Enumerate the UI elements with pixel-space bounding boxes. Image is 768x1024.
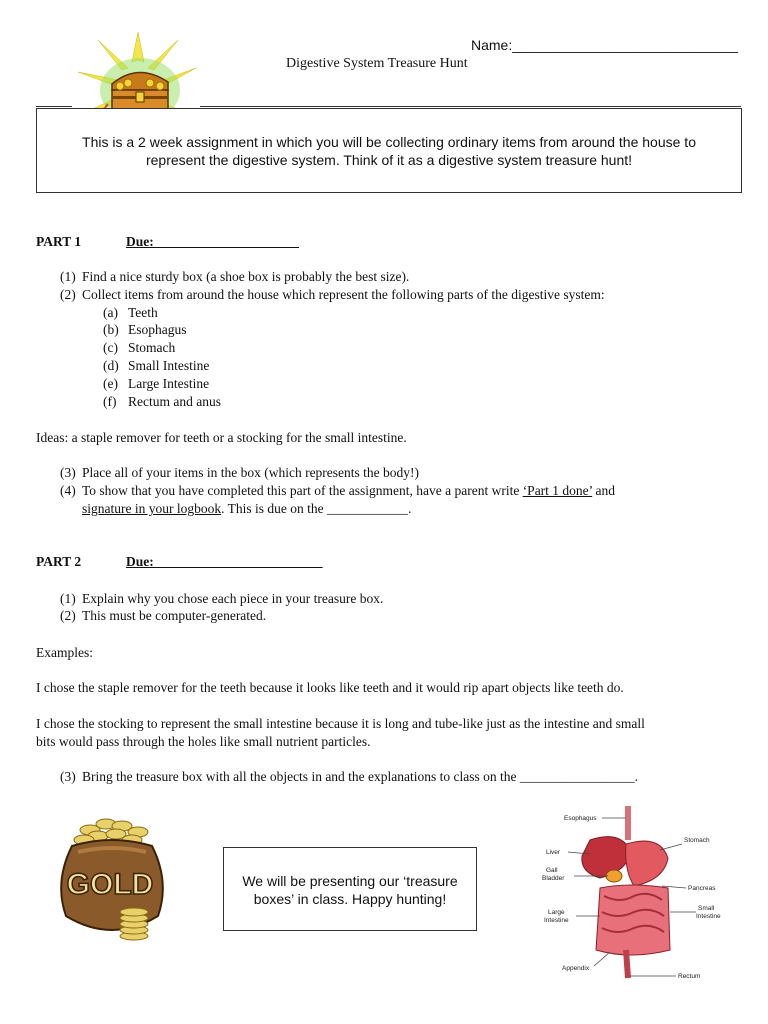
examples-label: Examples: — [36, 645, 93, 660]
pot-of-gold-image — [50, 812, 174, 946]
label-large-1: Large — [548, 909, 565, 916]
part1-due: Due: _____________________ — [126, 234, 299, 249]
header-rule-right — [200, 106, 741, 107]
part2-item-2: (2) This must be computer-generated. — [60, 608, 267, 623]
example-2-line-2: bits would pass through the holes like small nutrient particles. — [36, 734, 371, 749]
part-c: (c) Stomach — [103, 340, 176, 355]
label-small-2: Intestine — [696, 913, 721, 920]
closing-line-2: boxes’ in class. Happy hunting! — [253, 891, 447, 907]
part1-item-1: (1) Find a nice sturdy box (a shoe box is probably the best size). — [60, 269, 410, 284]
header-rule-left — [36, 106, 72, 107]
label-rectum: Rectum — [678, 973, 701, 980]
label-bladder: Bladder — [542, 875, 565, 882]
label-gall: Gall — [546, 867, 558, 874]
part1-heading: PART 1 — [36, 234, 82, 249]
name-field-label: Name:_____________________________ — [471, 37, 739, 53]
ideas-text: Ideas: a staple remover for teeth or a stocking for the small intestine. — [36, 430, 407, 445]
part1-item-4-line2: signature in your logbook. This is due on the ____________. — [82, 501, 412, 516]
intro-text: This is a 2 week assignment in which you will be collecting ordinary items from around the house to represent the digestive system. Think of it as a digestive system treasure hunt! — [82, 134, 696, 168]
pot-gold-text: GOLD — [66, 868, 154, 901]
intro-box — [36, 108, 742, 193]
part-e: (e) Large Intestine — [103, 376, 210, 391]
closing-line-1: We will be presenting our ‘treasure — [242, 873, 458, 889]
closing-box — [223, 847, 477, 931]
part-a: (a) Teeth — [103, 305, 158, 320]
label-small-1: Small — [698, 905, 715, 912]
example-2-line-1: I chose the stocking to represent the small intestine because it is long and tube-like just as the intestine and small — [36, 716, 645, 731]
part2-item-1: (1) Explain why you chose each piece in your treasure box. — [60, 591, 384, 606]
part2-heading: PART 2 — [36, 554, 82, 569]
part1-item-3: (3) Place all of your items in the box (which represents the body!) — [60, 465, 420, 480]
part1-item-4: (4) To show that you have completed this part of the assignment, have a parent write ‘Part 1 done’ and — [60, 483, 616, 498]
label-appendix: Appendix — [562, 965, 590, 972]
part2-item-3: (3) Bring the treasure box with all the objects in and the explanations to class on the _________________. — [60, 769, 639, 784]
label-pancreas: Pancreas — [688, 885, 716, 892]
part1-item-2: (2) Collect items from around the house which represent the following parts of the digestive system: — [60, 287, 605, 302]
part-d: (d) Small Intestine — [103, 358, 210, 373]
label-esophagus: Esophagus — [564, 815, 597, 822]
label-large-2: Intestine — [544, 917, 569, 924]
digestive-system-diagram — [530, 800, 730, 990]
part2-due: Due:_________________________ — [126, 554, 323, 569]
part-f: (f) Rectum and anus — [103, 394, 221, 409]
example-1: I chose the staple remover for the teeth because it looks like teeth and it would rip apart objects like teeth do. — [36, 680, 624, 695]
label-stomach: Stomach — [684, 837, 710, 844]
label-liver: Liver — [546, 849, 561, 856]
part-b: (b) Esophagus — [103, 322, 187, 337]
page-title: Digestive System Treasure Hunt — [286, 56, 468, 71]
